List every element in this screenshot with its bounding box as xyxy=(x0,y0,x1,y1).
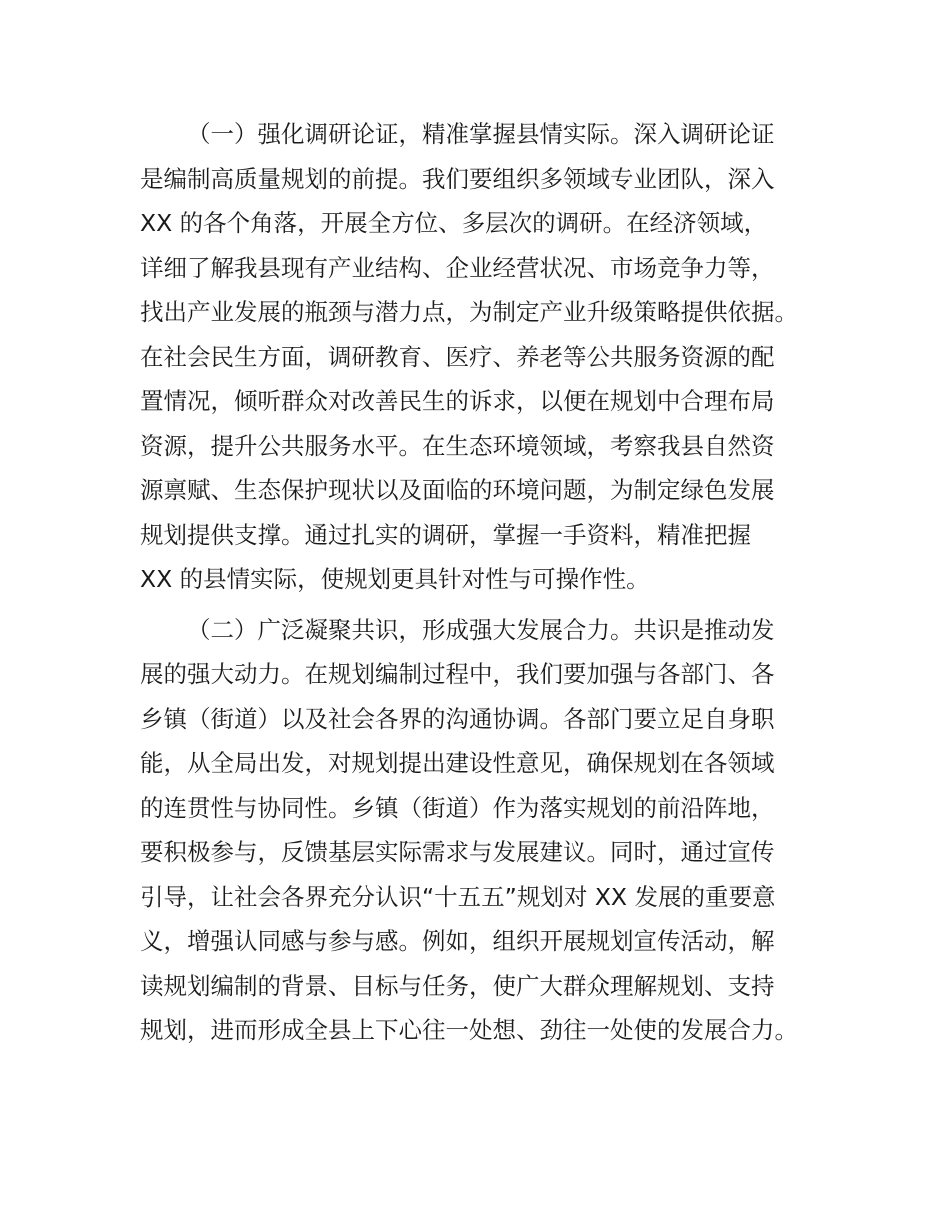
text-line: （一）强化调研论证，精准掌握县情实际。深入调研论证 xyxy=(187,120,775,148)
paragraph-research xyxy=(140,112,830,602)
text-line: 要积极参与，反馈基层实际需求与发展建议。同时，通过宣传 xyxy=(140,838,775,866)
text-line: 是编制高质量规划的前提。我们要组织多领域专业团队，深入 xyxy=(140,164,775,193)
text-line: 规划，进而形成全县上下心往一处想、劲往一处使的发展合力。 xyxy=(140,1016,798,1044)
text-line: 置情况，倾听群众对改善民生的诉求，以便在规划中合理布局 xyxy=(140,387,775,415)
paragraph-consensus xyxy=(140,608,830,1053)
text-line: 找出产业发展的瓶颈与潜力点，为制定产业升级策略提供依据。 xyxy=(140,298,798,326)
text-line: XX 的各个角落，开展全方位、多层次的调研。在经济领域， xyxy=(140,209,768,237)
text-line: XX 的县情实际，使规划更具针对性与可操作性。 xyxy=(140,565,650,593)
text-line: 读规划编制的背景、目标与任务，使广大群众理解规划、支持 xyxy=(140,971,775,1000)
document-body xyxy=(140,112,830,1053)
text-line: 规划提供支撑。通过扎实的调研，掌握一手资料，精准把握 xyxy=(140,520,751,549)
text-line: 详细了解我县现有产业结构、企业经营状况、市场竞争力等， xyxy=(140,253,775,282)
text-line: 能，从全局出发，对规划提出建设性意见，确保规划在各领域 xyxy=(140,749,775,777)
text-line: 义，增强认同感与参与感。例如，组织开展规划宣传活动，解 xyxy=(140,927,775,955)
text-line: 在社会民生方面，调研教育、医疗、养老等公共服务资源的配 xyxy=(140,342,775,371)
text-line: （二）广泛凝聚共识，形成强大发展合力。共识是推动发 xyxy=(187,615,775,644)
text-line: 乡镇（街道）以及社会各界的沟通协调。各部门要立足自身职 xyxy=(140,704,775,733)
text-line: 展的强大动力。在规划编制过程中，我们要加强与各部门、各 xyxy=(140,660,775,688)
text-line: 资源，提升公共服务水平。在生态环境领域，考察我县自然资 xyxy=(140,431,775,460)
text-line: 引导，让社会各界充分认识“十五五”规划对 XX 发展的重要意 xyxy=(140,882,776,911)
text-line: 的连贯性与协同性。乡镇（街道）作为落实规划的前沿阵地， xyxy=(140,793,775,822)
text-line: 源禀赋、生态保护现状以及面临的环境问题，为制定绿色发展 xyxy=(140,476,775,504)
